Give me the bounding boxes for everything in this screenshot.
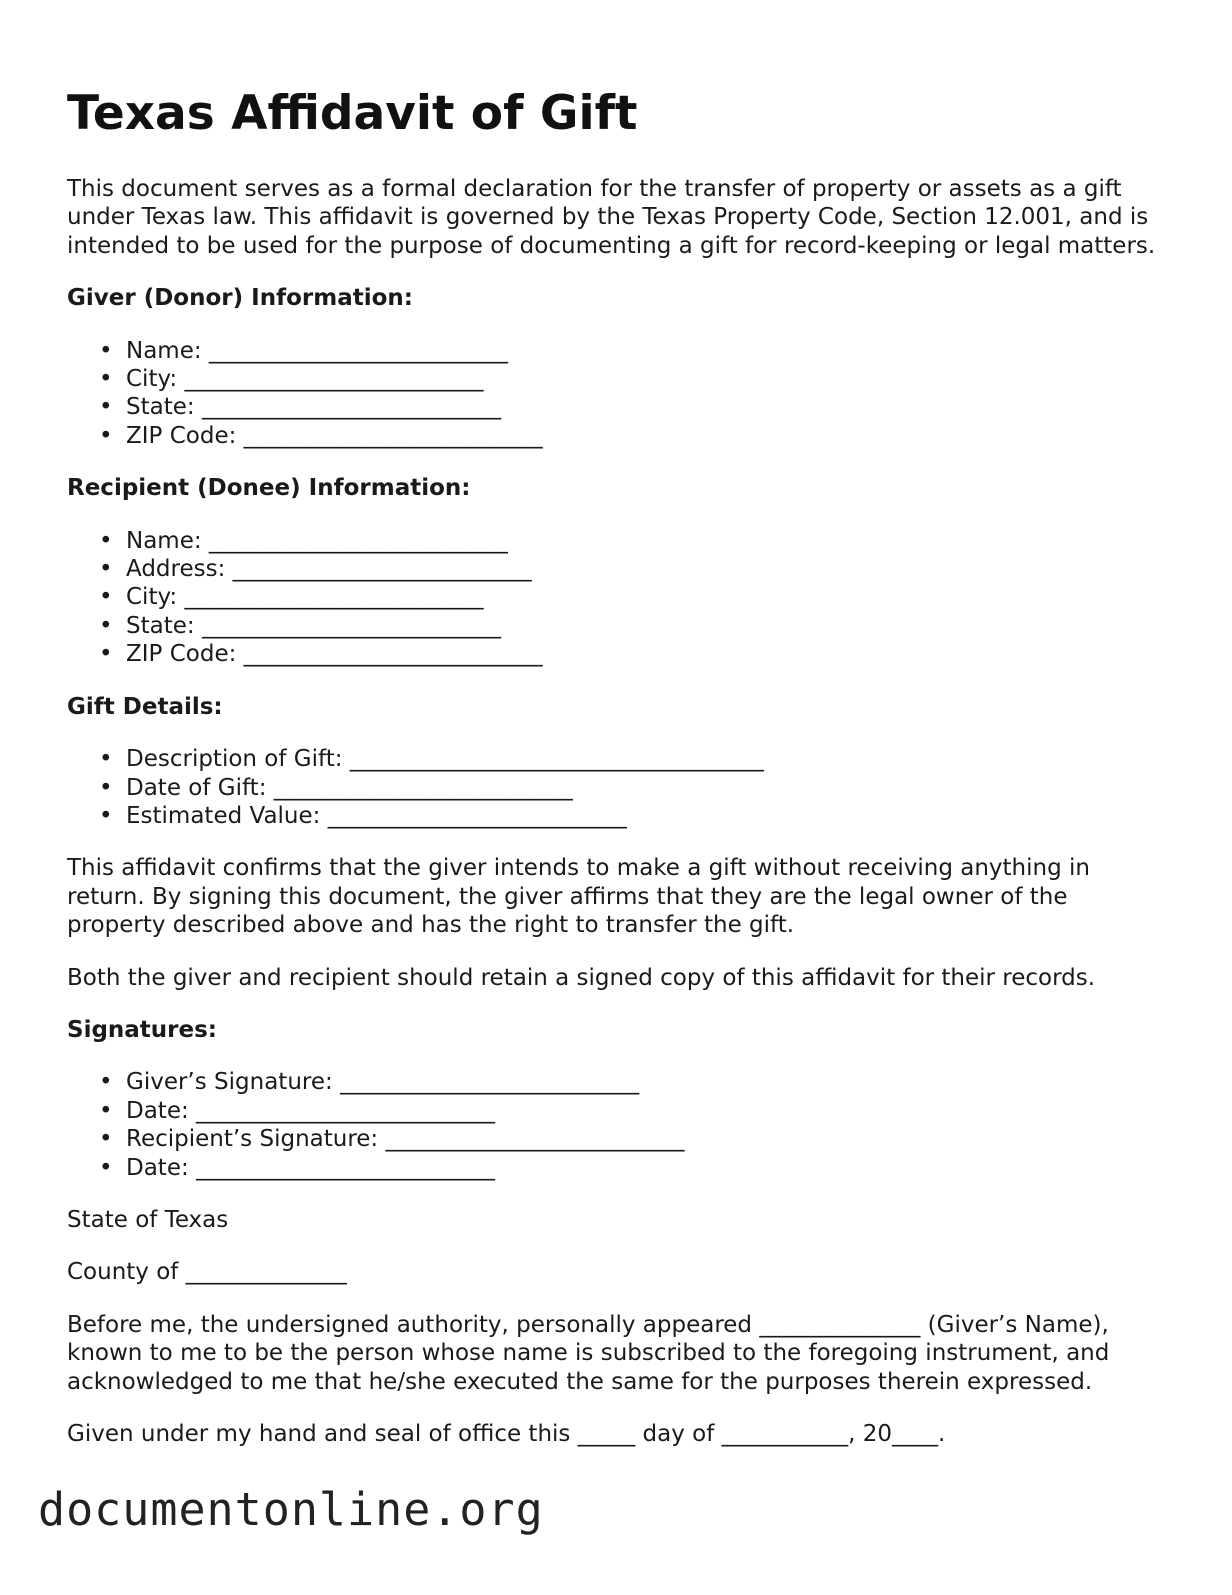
giver-city-field[interactable]: • City: __________________________ — [126, 365, 1167, 393]
gift-value-field[interactable]: • Estimated Value: __________________________ — [126, 802, 1167, 830]
recipient-field-list — [67, 527, 1167, 669]
confirmation-paragraph: This affidavit confirms that the giver intends to make a gift without receiving anything in return. By signing this document, the giver affirms that they are the legal owner of the property described above and has the right to transfer the gift. — [67, 855, 1090, 939]
recipient-signature-field[interactable]: • Recipient’s Signature: __________________________ — [126, 1125, 1167, 1153]
recipient-signature-date-field[interactable]: • Date: __________________________ — [126, 1154, 1167, 1182]
watermark-text: documentonline.org — [38, 1483, 544, 1536]
giver-heading: Giver (Donor) Information: — [67, 285, 413, 312]
giver-field-list — [67, 337, 1167, 451]
giver-state-field[interactable]: • State: __________________________ — [126, 393, 1167, 421]
recipient-zip-field[interactable]: • ZIP Code: __________________________ — [126, 640, 1167, 668]
giver-signature-field[interactable]: • Giver’s Signature: __________________________ — [126, 1068, 1167, 1096]
recipient-heading: Recipient (Donee) Information: — [67, 475, 471, 502]
gift-details-heading: Gift Details: — [67, 693, 223, 720]
state-line: State of Texas — [67, 1206, 229, 1233]
gift-description-field[interactable]: • Description of Gift: ____________________________________ — [126, 745, 1167, 773]
recipient-city-field[interactable]: • City: __________________________ — [126, 583, 1167, 611]
page-title: Texas Affidavit of Gift — [67, 86, 638, 141]
notary-paragraph: Before me, the undersigned authority, personally appeared ______________ (Giver’s Name), known to me to be the person whose name is subscribed to the foregoing instrument, and acknowledged to me that he/she executed the same for the purposes therein expressed. — [67, 1311, 1110, 1395]
recipient-address-field[interactable]: • Address: __________________________ — [126, 555, 1167, 583]
signatures-heading: Signatures: — [67, 1016, 218, 1043]
intro-paragraph: This document serves as a formal declaration for the transfer of property or assets as a gift under Texas law. This affidavit is governed by the Texas Property Code, Section 12.001, and is intended to be used for the purpose of documenting a gift for record-keeping or legal matters. — [67, 176, 1156, 259]
retain-paragraph: Both the giver and recipient should retain a signed copy of this affidavit for their records. — [67, 964, 1096, 991]
given-under-line[interactable]: Given under my hand and seal of office this _____ day of ___________, 20____. — [67, 1421, 946, 1447]
gift-date-field[interactable]: • Date of Gift: __________________________ — [126, 774, 1167, 802]
signature-field-list — [67, 1068, 1167, 1182]
county-line[interactable]: County of ______________ — [67, 1259, 347, 1286]
document-page — [67, 84, 1167, 1472]
gift-field-list — [67, 745, 1167, 830]
giver-name-field[interactable]: • Name: __________________________ — [126, 337, 1167, 365]
recipient-state-field[interactable]: • State: __________________________ — [126, 612, 1167, 640]
recipient-name-field[interactable]: • Name: __________________________ — [126, 527, 1167, 555]
giver-zip-field[interactable]: • ZIP Code: __________________________ — [126, 422, 1167, 450]
giver-signature-date-field[interactable]: • Date: __________________________ — [126, 1097, 1167, 1125]
